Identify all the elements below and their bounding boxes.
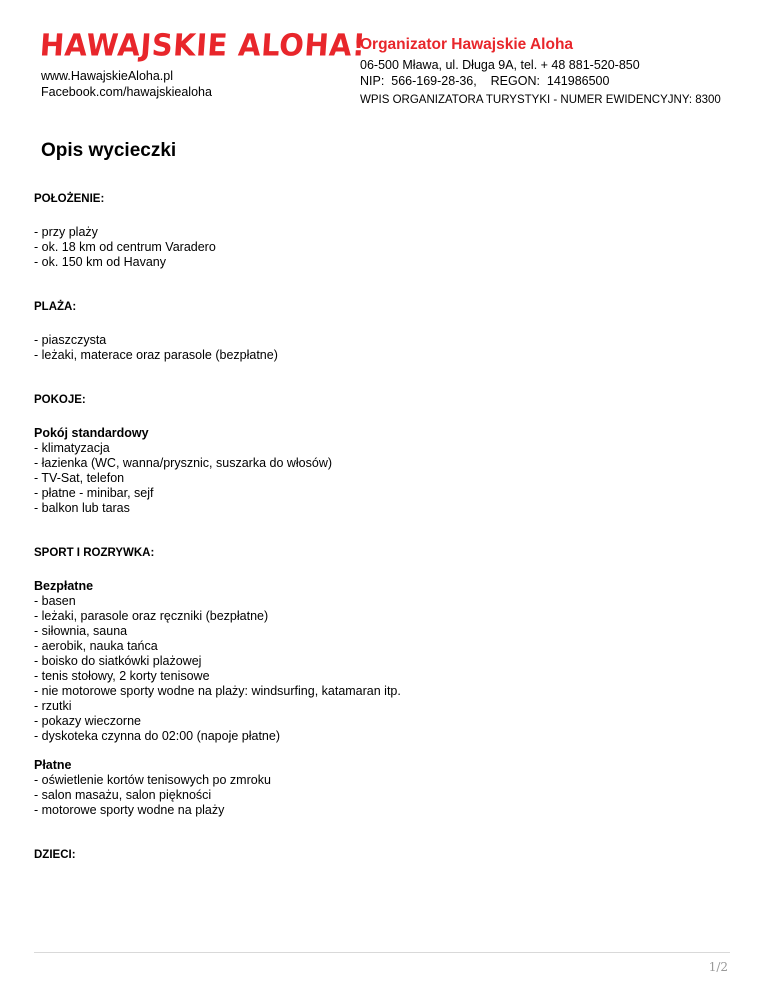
list-item: - balkon lub taras — [34, 501, 130, 515]
organizer-registry: WPIS ORGANIZATORA TURYSTYKI - NUMER EWIDENCYJNY: 8300 — [360, 94, 721, 106]
list-item: - rzutki — [34, 699, 72, 713]
list-item: - aerobik, nauka tańca — [34, 639, 158, 653]
facebook-link[interactable]: Facebook.com/hawajskiealoha — [41, 85, 212, 99]
list-item: - pokazy wieczorne — [34, 714, 141, 728]
section-heading-dzieci: DZIECI: — [34, 849, 76, 861]
list-item: - przy plaży — [34, 225, 98, 239]
list-item: - płatne - minibar, sejf — [34, 486, 154, 500]
organizer-info — [360, 35, 760, 108]
list-item: - nie motorowe sporty wodne na plaży: windsurfing, katamaran itp. — [34, 684, 401, 698]
page-title: Opis wycieczki — [41, 140, 177, 161]
logo: HAWAJSKIE ALOHA! — [38, 27, 368, 63]
list-item: - łazienka (WC, wanna/prysznic, suszarka do włosów) — [34, 456, 333, 470]
pokoje-list — [34, 441, 734, 516]
list-item: - basen — [34, 594, 76, 608]
sport-paid-list — [34, 773, 734, 818]
organizer-address: 06-500 Mława, ul. Długa 9A, tel. + 48 881-520-850 — [360, 58, 640, 72]
page-number: 1/2 — [708, 960, 728, 974]
list-item: - klimatyzacja — [34, 441, 110, 455]
list-item: - dyskoteka czynna do 02:00 (napoje płatne) — [34, 729, 280, 743]
footer-divider — [34, 952, 730, 953]
list-item: - ok. 18 km od centrum Varadero — [34, 240, 216, 254]
plaza-list — [34, 333, 734, 363]
sport-free-list — [34, 594, 734, 744]
list-item: - leżaki, parasole oraz ręczniki (bezpłatne) — [34, 609, 269, 623]
list-item: - piaszczysta — [34, 333, 107, 347]
list-item: - siłownia, sauna — [34, 624, 128, 638]
subheading-pokoj-standardowy: Pokój standardowy — [34, 426, 149, 440]
list-item: - leżaki, materace oraz parasole (bezpłatne) — [34, 348, 278, 362]
polozenie-list — [34, 225, 734, 270]
subheading-bezplatne: Bezpłatne — [34, 579, 94, 593]
organizer-name: Organizator Hawajskie Aloha — [360, 36, 574, 53]
list-item: - tenis stołowy, 2 korty tenisowe — [34, 669, 210, 683]
section-heading-sport: SPORT I ROZRYWKA: — [34, 547, 155, 559]
organizer-ids: NIP: 566-169-28-36, REGON: 141986500 — [360, 74, 610, 88]
list-item: - boisko do siatkówki plażowej — [34, 654, 202, 668]
list-item: - ok. 150 km od Havany — [34, 255, 167, 269]
subheading-platne: Płatne — [34, 758, 72, 772]
header-links — [41, 68, 212, 100]
section-heading-polozenie: POŁOŻENIE: — [34, 193, 105, 205]
list-item: - salon masażu, salon piękności — [34, 788, 212, 802]
list-item: - motorowe sporty wodne na plaży — [34, 803, 225, 817]
list-item: - TV-Sat, telefon — [34, 471, 125, 485]
section-heading-pokoje: POKOJE: — [34, 394, 86, 406]
document-body — [34, 192, 734, 863]
list-item: - oświetlenie kortów tenisowych po zmroku — [34, 773, 271, 787]
website-link[interactable]: www.HawajskieAloha.pl — [41, 69, 174, 83]
section-heading-plaza: PLAŻA: — [34, 301, 77, 313]
